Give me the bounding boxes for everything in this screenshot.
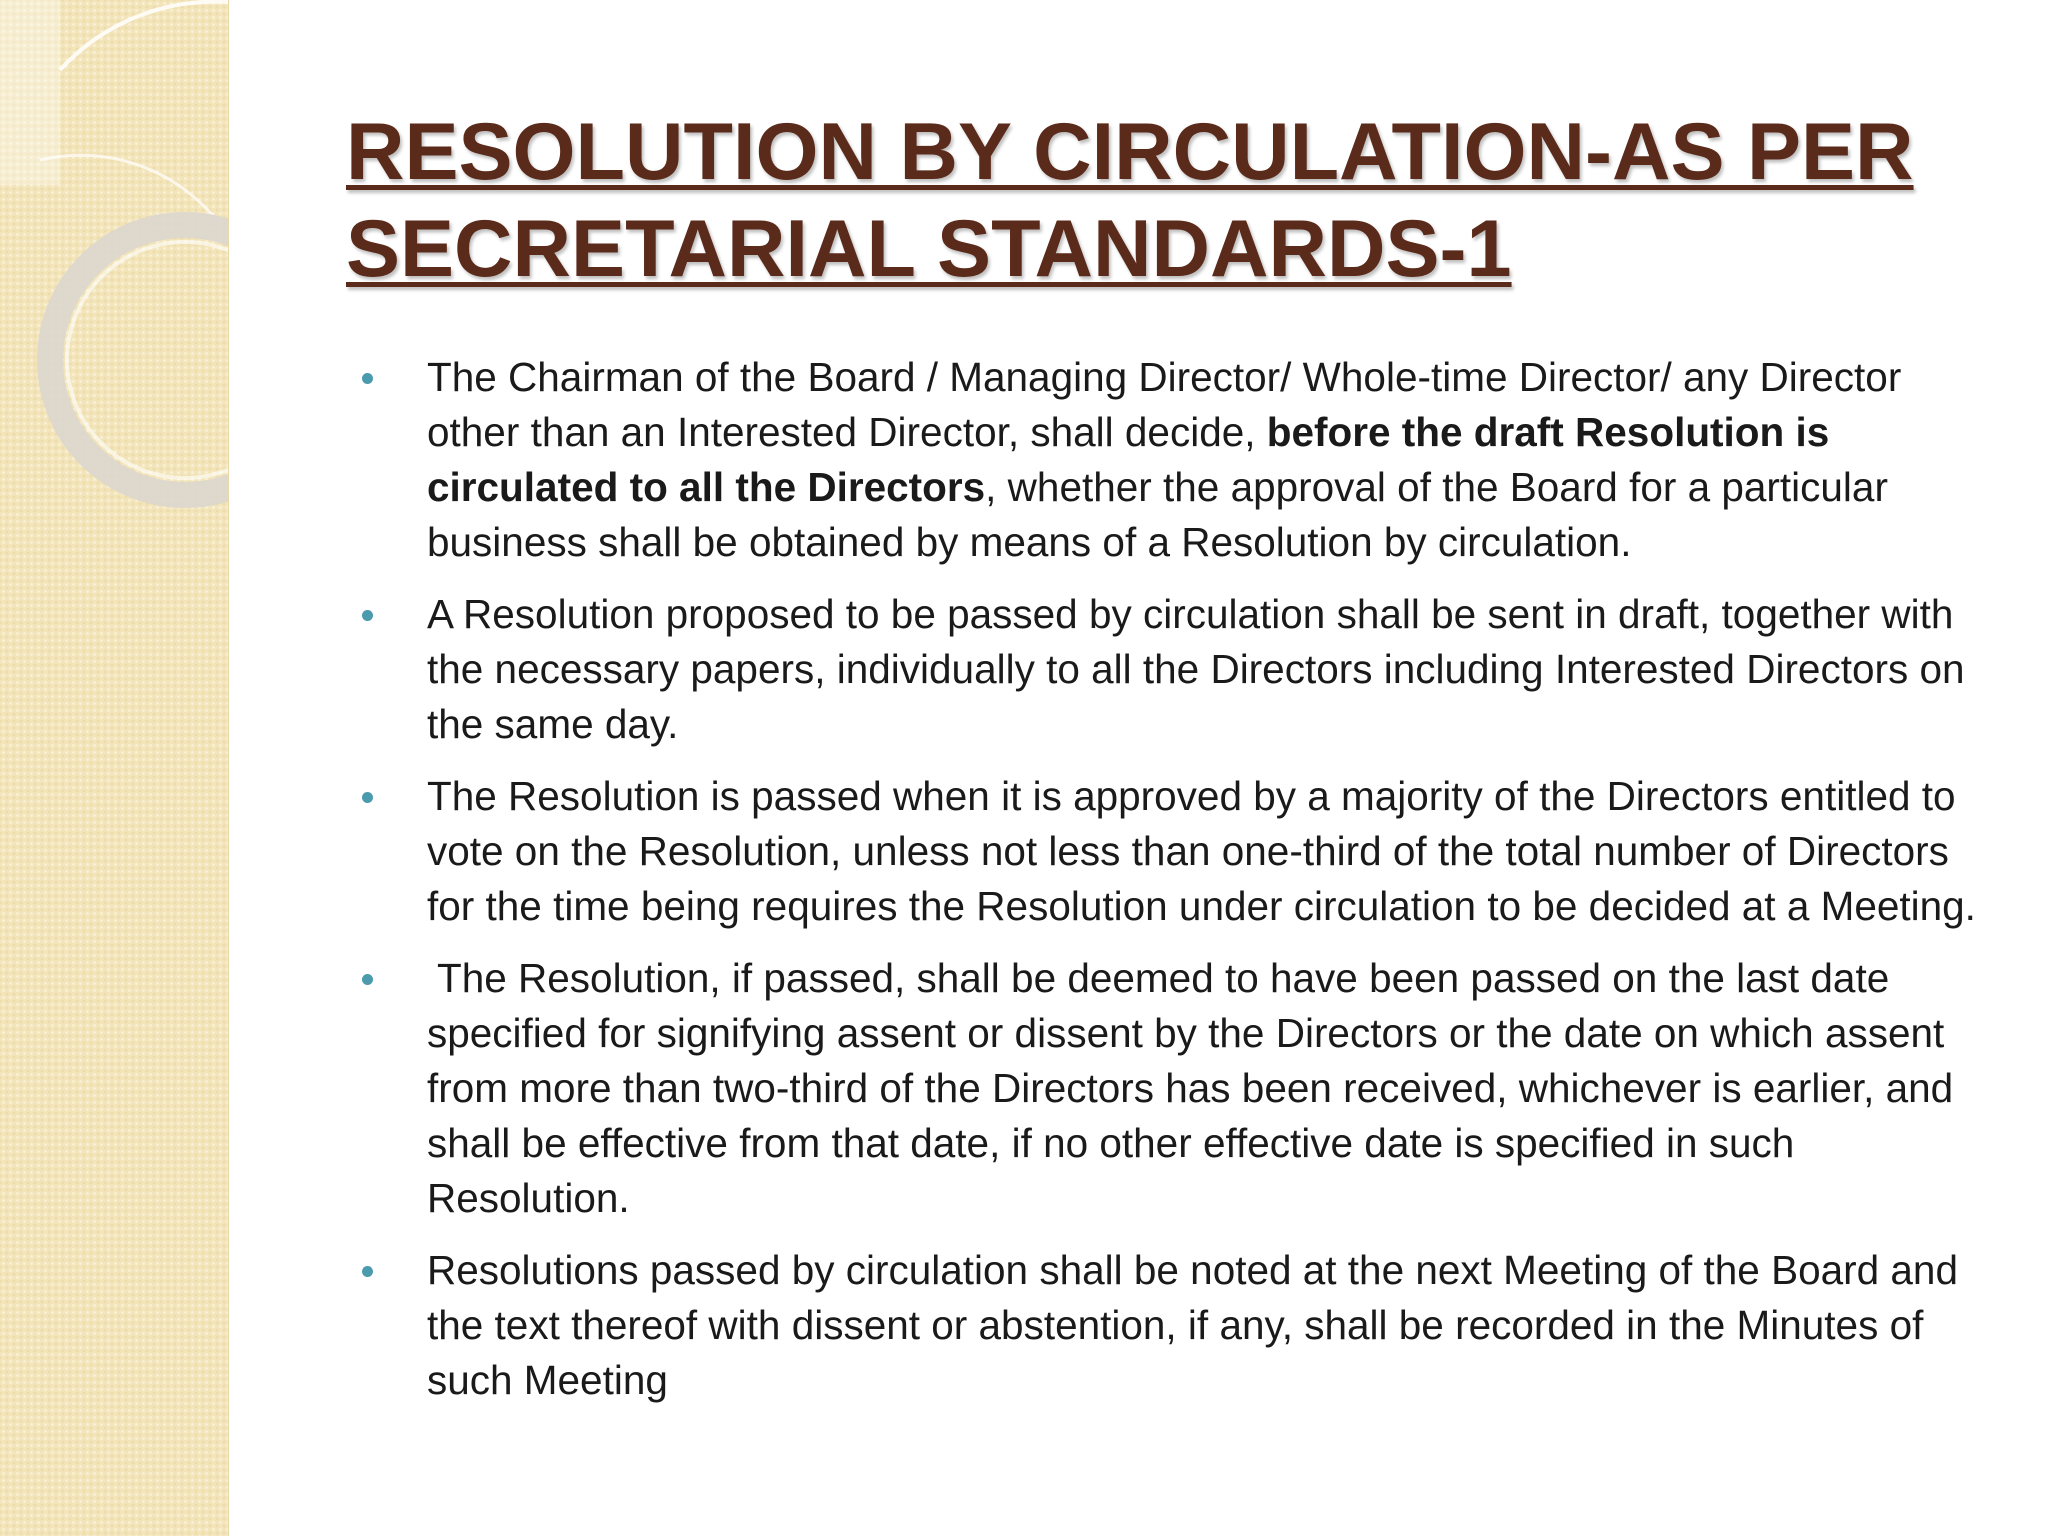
bullet-text: The Chairman of the Board / Managing Director/ Whole-time Director/ any Director other than an Interested Director, shall decide, (427, 354, 1902, 455)
bullet-bold-text: before the draft Resolution is circulated to all the Directors (427, 409, 1830, 510)
slide-title-line-2: SECRETARIAL STANDARDS-1 (346, 204, 1512, 294)
bullet-item (346, 1243, 1996, 1408)
bullet-text: The Resolution, if passed, shall be deemed to have been passed on the last date specified for signifying assent or dissent by the Directors or the date on which assent from more than two-third of the Directors has been received, whichever is earlier, and shall be effective from that date, if no other effective date is specified in such Resolution. (427, 955, 1954, 1221)
decorative-circles-icon (0, 0, 228, 520)
bullet-dot-icon (362, 610, 373, 621)
bullet-dot-icon (362, 373, 373, 384)
bullet-dot-icon (362, 1266, 373, 1277)
decorative-side-panel (0, 0, 229, 1536)
bullet-text: The Resolution is passed when it is approved by a majority of the Directors entitled to vote on the Resolution, unless not less than one-third of the total number of Directors for the time being requires the Resolution under circulation to be decided at a Meeting. (427, 773, 1976, 929)
slide-content (346, 104, 1996, 1425)
bullet-item (346, 350, 1996, 570)
bullet-text: A Resolution proposed to be passed by circulation shall be sent in draft, together with the necessary papers, individually to all the Directors including Interested Directors on the same day. (427, 591, 1965, 747)
slide-title-line-1: RESOLUTION BY CIRCULATION-AS PER (346, 107, 1914, 197)
bullet-dot-icon (362, 974, 373, 985)
bullet-item (346, 769, 1996, 934)
bullet-item (346, 951, 1996, 1226)
bullet-text: , whether the approval of the Board for a particular business shall be obtained by means of a Resolution by circulation. (427, 464, 1888, 565)
bullet-list (346, 350, 1996, 1408)
bullet-text: Resolutions passed by circulation shall be noted at the next Meeting of the Board and the text thereof with dissent or abstention, if any, shall be recorded in the Minutes of such Meeting (427, 1247, 1958, 1403)
slide-title (346, 104, 1996, 298)
bullet-dot-icon (362, 792, 373, 803)
bullet-item (346, 587, 1996, 752)
